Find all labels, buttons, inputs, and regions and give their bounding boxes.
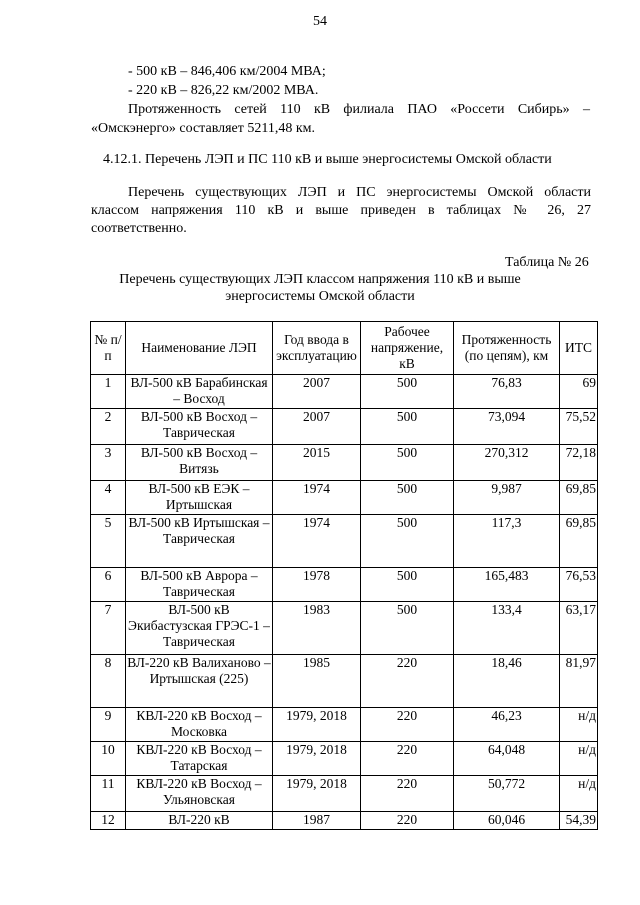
row-number: 7 <box>91 602 126 655</box>
table-label: Таблица № 26 <box>505 255 589 270</box>
row-length: 46,23 <box>454 708 560 742</box>
row-voltage: 500 <box>361 515 454 568</box>
column-header-name: Наименование ЛЭП <box>126 322 273 375</box>
row-voltage: 500 <box>361 409 454 445</box>
row-length: 76,83 <box>454 375 560 409</box>
row-line-name: КВЛ-220 кВ Восход – Татарская <box>126 742 273 776</box>
row-itc: 69,85 <box>560 481 598 515</box>
table-row <box>91 375 598 409</box>
page-number: 54 <box>313 14 327 29</box>
row-number: 5 <box>91 515 126 568</box>
row-length: 133,4 <box>454 602 560 655</box>
row-itc: 81,97 <box>560 655 598 708</box>
row-line-name: ВЛ-500 кВ Восход – Таврическая <box>126 409 273 445</box>
list-paragraph-line: Перечень существующих ЛЭП и ПС энергосистемы Омской области <box>128 185 591 200</box>
row-number: 6 <box>91 568 126 602</box>
row-line-name: ВЛ-220 кВ <box>126 812 273 830</box>
row-year: 1974 <box>273 481 361 515</box>
table-title-line: Перечень существующих ЛЭП классом напряжения 110 кВ и выше <box>119 272 521 287</box>
row-voltage: 500 <box>361 375 454 409</box>
row-voltage: 220 <box>361 812 454 830</box>
row-length: 50,772 <box>454 776 560 812</box>
column-header-number: № п/п <box>91 322 126 375</box>
row-length: 73,094 <box>454 409 560 445</box>
row-year: 1983 <box>273 602 361 655</box>
row-year: 1978 <box>273 568 361 602</box>
table-title-line: энергосистемы Омской области <box>225 289 415 304</box>
row-number: 11 <box>91 776 126 812</box>
row-length: 18,46 <box>454 655 560 708</box>
column-header-itc: ИТС <box>560 322 598 375</box>
section-heading: 4.12.1. Перечень ЛЭП и ПС 110 кВ и выше энергосистемы Омской области <box>103 152 552 167</box>
row-length: 9,987 <box>454 481 560 515</box>
row-year: 2015 <box>273 445 361 481</box>
row-itc: 72,18 <box>560 445 598 481</box>
table-row <box>91 515 598 568</box>
row-itc: н/д <box>560 742 598 776</box>
row-number: 4 <box>91 481 126 515</box>
row-voltage: 220 <box>361 742 454 776</box>
row-itc: 75,52 <box>560 409 598 445</box>
row-year: 1985 <box>273 655 361 708</box>
row-itc: 69 <box>560 375 598 409</box>
row-line-name: КВЛ-220 кВ Восход – Московка <box>126 708 273 742</box>
row-line-name: ВЛ-500 кВ Иртышская – Таврическая <box>126 515 273 568</box>
list-paragraph-line: классом напряжения 110 кВ и выше приведен в таблицах № 26, 27 <box>91 203 591 218</box>
row-itc: 69,85 <box>560 515 598 568</box>
row-line-name: ВЛ-500 кВ Барабинская – Восход <box>126 375 273 409</box>
row-year: 1979, 2018 <box>273 708 361 742</box>
row-itc: н/д <box>560 776 598 812</box>
table-row <box>91 812 598 830</box>
column-header-year: Год ввода в эксплуатацию <box>273 322 361 375</box>
row-itc: 63,17 <box>560 602 598 655</box>
row-year: 2007 <box>273 409 361 445</box>
table-row <box>91 602 598 655</box>
row-number: 9 <box>91 708 126 742</box>
table-row <box>91 708 598 742</box>
table-row <box>91 445 598 481</box>
row-number: 10 <box>91 742 126 776</box>
row-year: 1974 <box>273 515 361 568</box>
table-row <box>91 655 598 708</box>
network-paragraph-line: «Омскэнерго» составляет 5211,48 км. <box>91 121 316 136</box>
row-length: 165,483 <box>454 568 560 602</box>
row-itc: н/д <box>560 708 598 742</box>
row-voltage: 500 <box>361 445 454 481</box>
row-voltage: 500 <box>361 481 454 515</box>
row-length: 60,046 <box>454 812 560 830</box>
row-voltage: 500 <box>361 568 454 602</box>
row-line-name: ВЛ-220 кВ Валиханово – Иртышская (225) <box>126 655 273 708</box>
row-voltage: 220 <box>361 655 454 708</box>
table-row <box>91 409 598 445</box>
row-line-name: ВЛ-500 кВ ЕЭК – Иртышская <box>126 481 273 515</box>
row-year: 1987 <box>273 812 361 830</box>
table-row <box>91 776 598 812</box>
row-year: 2007 <box>273 375 361 409</box>
row-length: 270,312 <box>454 445 560 481</box>
row-number: 12 <box>91 812 126 830</box>
table-row <box>91 742 598 776</box>
row-length: 64,048 <box>454 742 560 776</box>
row-length: 117,3 <box>454 515 560 568</box>
row-number: 1 <box>91 375 126 409</box>
row-itc: 54,39 <box>560 812 598 830</box>
column-header-length: Протяженность (по цепям), км <box>454 322 560 375</box>
row-line-name: КВЛ-220 кВ Восход – Ульяновская <box>126 776 273 812</box>
row-number: 3 <box>91 445 126 481</box>
row-number: 8 <box>91 655 126 708</box>
table-row <box>91 481 598 515</box>
intro-line: - 500 кВ – 846,406 км/2004 МВА; <box>128 64 326 79</box>
intro-line: - 220 кВ – 826,22 км/2002 МВА. <box>128 83 319 98</box>
row-year: 1979, 2018 <box>273 742 361 776</box>
row-line-name: ВЛ-500 кВ Восход – Витязь <box>126 445 273 481</box>
column-header-voltage: Рабочее напряжение, кВ <box>361 322 454 375</box>
list-paragraph-line: соответственно. <box>91 221 187 236</box>
row-year: 1979, 2018 <box>273 776 361 812</box>
row-voltage: 500 <box>361 602 454 655</box>
lines-table <box>90 321 598 830</box>
table-row <box>91 568 598 602</box>
row-line-name: ВЛ-500 кВ Экибастузская ГРЭС-1 – Таврическая <box>126 602 273 655</box>
row-line-name: ВЛ-500 кВ Аврора – Таврическая <box>126 568 273 602</box>
row-itc: 76,53 <box>560 568 598 602</box>
row-voltage: 220 <box>361 708 454 742</box>
row-voltage: 220 <box>361 776 454 812</box>
network-paragraph-line: Протяженность сетей 110 кВ филиала ПАО «Россети Сибирь» – <box>128 102 590 117</box>
row-number: 2 <box>91 409 126 445</box>
